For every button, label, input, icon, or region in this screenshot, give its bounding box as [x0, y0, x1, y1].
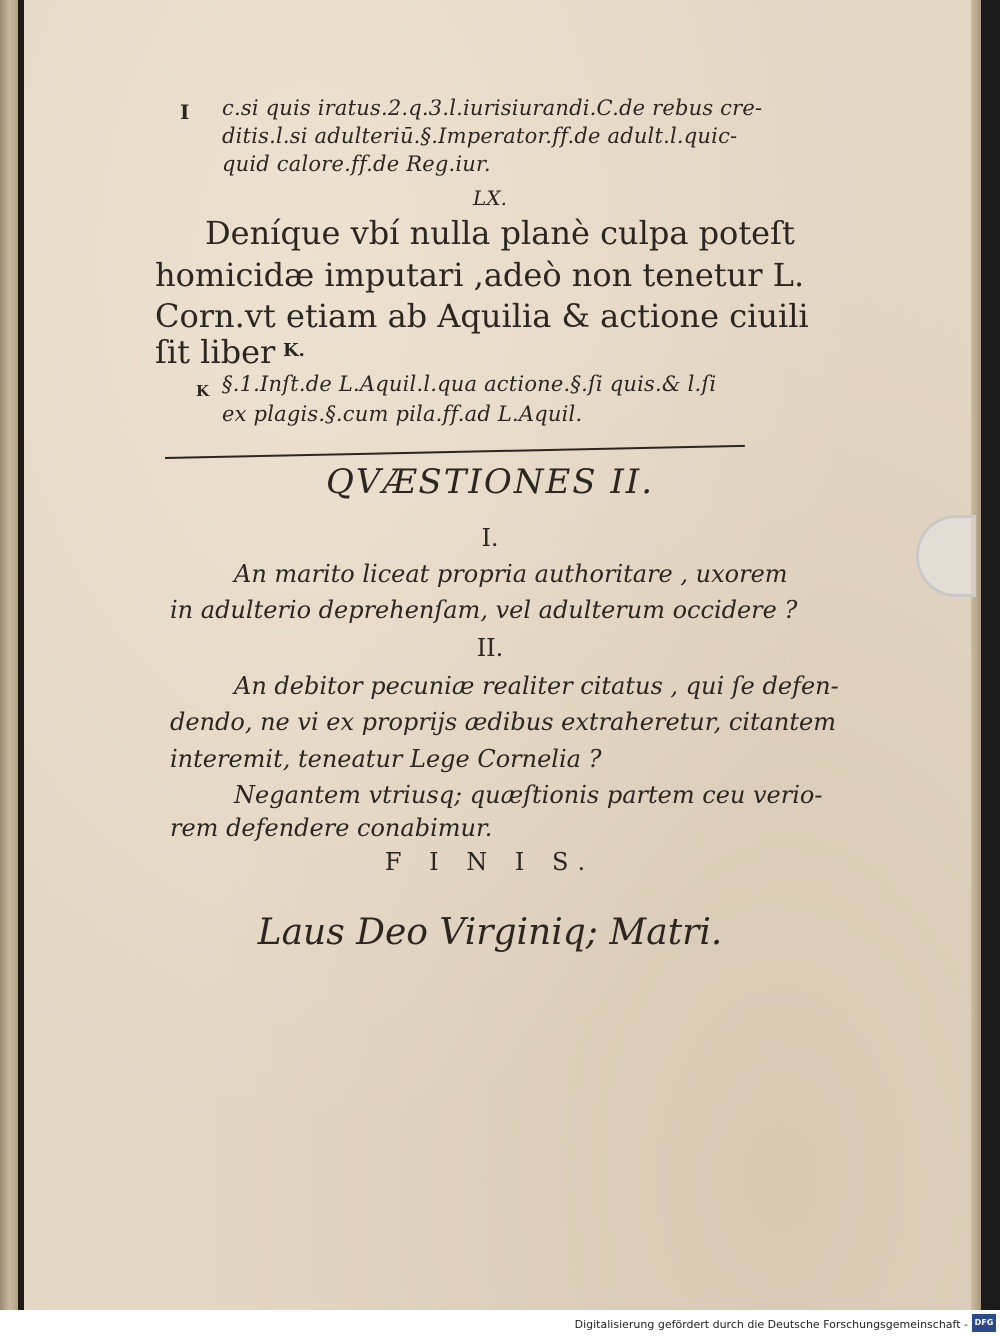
question-1-number: I. [481, 524, 499, 552]
section-line-3: Corn.vt etiam ab Aquilia & actione ciuili [155, 297, 809, 335]
answer-line-1: Negantem vtriusq; quæſtionis partem ceu verio- [234, 781, 823, 809]
footnote-i-line-3: quid calore.ff.de Reg.iur. [222, 152, 491, 176]
finis: F I N I S. [384, 848, 596, 876]
footnote-i-line-2: ditis.l.si adulteriū.§.Imperator.ff.de adult.l.quic- [222, 124, 738, 148]
question-2-number: II. [476, 634, 504, 662]
footnote-k-line-2: ex plagis.§.cum pila.ff.ad L.Aquil. [222, 402, 583, 426]
footnote-i-line-1: c.si quis iratus.2.q.3.l.iurisiurandi.C.de rebus cre- [222, 96, 763, 120]
section-note-ref: K. [283, 340, 305, 361]
footnote-k-line-1: §.1.Inſt.de L.Aquil.l.qua actione.§.ſi quis.& l.ſi [222, 372, 717, 396]
section-number: LX. [473, 186, 507, 210]
closing-line: Laus Deo Virginiq; Matri. [257, 912, 723, 953]
section-line-2: homicidæ imputari ,adeò non tenetur L. [155, 256, 805, 294]
previous-page-edge [0, 0, 18, 1310]
questions-heading: QVÆSTIONES II. [325, 462, 655, 502]
dfg-logo: DFG [972, 1314, 996, 1332]
footnote-marker-i: I [180, 100, 190, 124]
digitization-credit: Digitalisierung gefördert durch die Deutsche Forschungsgemeinschaft - [574, 1318, 968, 1331]
page-edge [971, 0, 981, 1310]
footnote-marker-k: K [196, 382, 210, 400]
question-2-line-1: An debitor pecuniæ realiter citatus , qui ſe defen- [234, 672, 839, 700]
question-2-line-3: interemit, teneatur Lege Cornelia ? [170, 745, 602, 773]
section-line-1: Deníque vbí nulla planè culpa poteſt [205, 214, 795, 252]
question-2-line-2: dendo, ne vi ex proprijs ædibus extraheretur, citantem [170, 708, 836, 736]
answer-line-2: rem defendere conabimur. [170, 814, 493, 842]
question-1-line-2: in adulterio deprehenſam, vel adulterum occidere ? [170, 596, 798, 624]
question-1-line-1: An marito liceat propria authoritare , uxorem [234, 560, 788, 588]
section-line-4: ſit liber [155, 333, 276, 371]
